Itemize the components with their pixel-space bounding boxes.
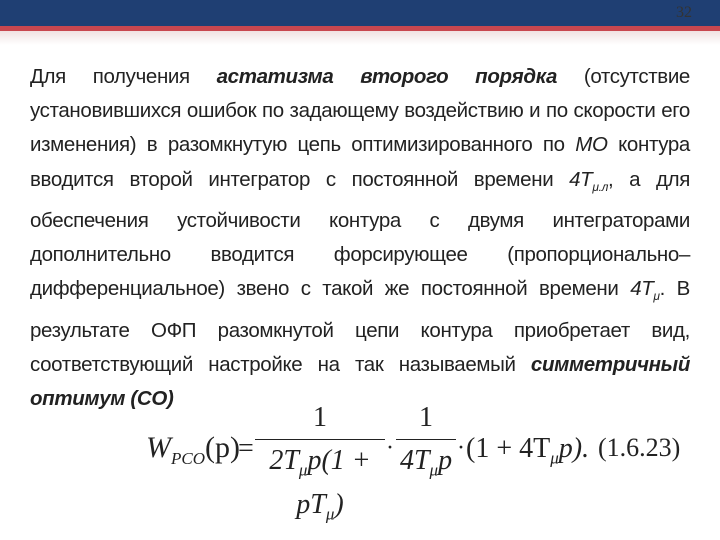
formula-symbol-subscript: PCO <box>171 449 205 468</box>
formula-fraction-2 <box>396 401 456 488</box>
text-segment: . В результате ОФП разомкнутой цепи контура приобретает вид, соответствующий настройке на так называемый <box>30 277 691 376</box>
text-segment: контура вводится второй интегратор с постоянной времени <box>30 133 690 191</box>
fraction-numerator: 1 <box>313 402 327 433</box>
body-paragraph <box>30 60 690 416</box>
math-subscript: μ.л <box>592 179 608 194</box>
formula-multiply-dot: · <box>457 435 465 461</box>
page-number: 32 <box>676 4 692 21</box>
text-segment: Для получения <box>30 65 217 88</box>
tail-part: p). <box>558 433 590 464</box>
den-subscript: μ <box>429 460 439 480</box>
formula-forcing-term <box>466 433 589 469</box>
formula-fraction-1 <box>255 401 385 531</box>
term-astatism: астатизма второго порядка <box>216 65 558 88</box>
math-subscript: μ <box>653 289 660 304</box>
header-shadow <box>0 31 720 45</box>
formula-equals: = <box>238 433 254 464</box>
tail-part: (1 + 4T <box>466 433 551 464</box>
tail-subscript: μ <box>550 448 559 468</box>
fraction-denominator <box>255 444 385 531</box>
formula-1-6-23 <box>0 395 720 524</box>
text-segment: (отсутствие установившихся ошибок по задающему воздействию и по скорости его изменения) в разомкнутую цепь оптимизированного по <box>30 65 690 157</box>
den-part: ) <box>334 488 344 520</box>
formula-lhs <box>146 431 240 469</box>
den-part: p(1 + pT <box>296 445 371 520</box>
formula-symbol-w: W <box>146 431 171 464</box>
term-symmetric-optimum: симметричный оптимум (СО) <box>30 352 690 411</box>
fraction-denominator <box>396 444 456 488</box>
term-mo: МО <box>575 133 608 157</box>
fraction-numerator: 1 <box>419 402 433 433</box>
fraction-bar <box>255 439 385 440</box>
formula-multiply-dot: · <box>386 435 394 461</box>
math-time-constant: 4T <box>630 277 654 301</box>
den-subscript: μ <box>325 504 335 524</box>
math-time-constant: 4T <box>569 167 593 191</box>
header-bar <box>0 0 720 26</box>
den-subscript: μ <box>298 460 308 480</box>
equation-number: (1.6.23) <box>598 433 681 462</box>
den-part: 4T <box>399 445 430 476</box>
formula-argument: (p) <box>205 431 240 464</box>
text-segment: , а для обеспечения устойчивости контура с двумя интеграторами дополнительно вводится форсирующее (пропорционально–дифференциальное) звено с такой же постоянной времени <box>30 167 691 301</box>
den-part: 2T <box>269 445 299 476</box>
fraction-bar <box>396 439 456 440</box>
den-part: p <box>438 445 453 476</box>
